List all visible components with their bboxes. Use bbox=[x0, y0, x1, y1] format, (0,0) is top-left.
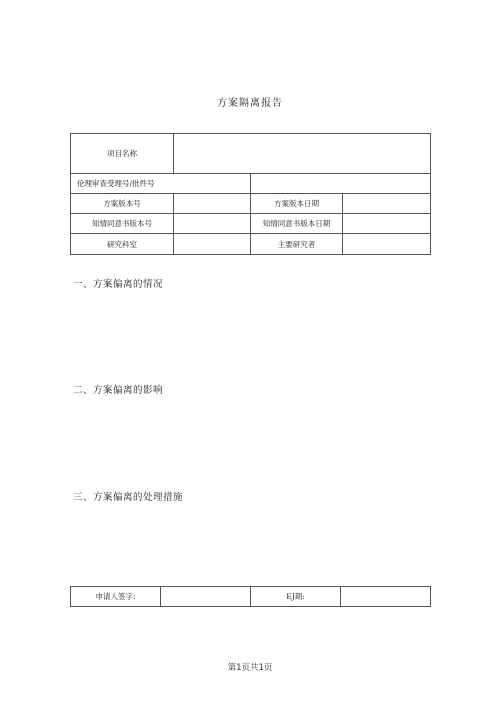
protocol-date-label: 方案版本日期 bbox=[251, 194, 343, 214]
icf-version-value[interactable] bbox=[174, 214, 251, 234]
section-deviation-impact: 二、方案偏离的影响 bbox=[73, 385, 164, 396]
protocol-version-value[interactable] bbox=[174, 194, 251, 214]
protocol-version-label: 方案版本号 bbox=[71, 194, 174, 214]
report-title: 方案隔离报告 bbox=[217, 98, 283, 109]
applicant-signature-label: 申请人签字: bbox=[71, 587, 161, 607]
page-footer: 第1页共1页 bbox=[227, 663, 273, 673]
signature-table bbox=[70, 586, 431, 607]
icf-date-value[interactable] bbox=[343, 214, 431, 234]
section-deviation-situation: 一、方案偏离的情况 bbox=[73, 279, 164, 290]
icf-version-label: 知情同意书版本号 bbox=[71, 214, 174, 234]
pi-value[interactable] bbox=[343, 234, 431, 255]
pi-label: 主要研究者 bbox=[251, 234, 343, 255]
section-deviation-measures: 三、方案偏离的处理措施 bbox=[73, 492, 184, 503]
icf-date-label: 知情同意书版本日期 bbox=[251, 214, 343, 234]
project-info-table bbox=[70, 133, 431, 255]
project-name-label: 项目名称 bbox=[71, 134, 174, 174]
department-label: 研究科室 bbox=[71, 234, 174, 255]
applicant-signature-field[interactable] bbox=[161, 587, 251, 607]
department-value[interactable] bbox=[174, 234, 251, 255]
date-field[interactable] bbox=[341, 587, 431, 607]
ethics-number-value[interactable] bbox=[251, 174, 431, 194]
ethics-number-label: 伦理审查受理号/批件号 bbox=[71, 174, 251, 194]
date-label: EJ期: bbox=[251, 587, 341, 607]
protocol-date-value[interactable] bbox=[343, 194, 431, 214]
project-name-value[interactable] bbox=[174, 134, 431, 174]
